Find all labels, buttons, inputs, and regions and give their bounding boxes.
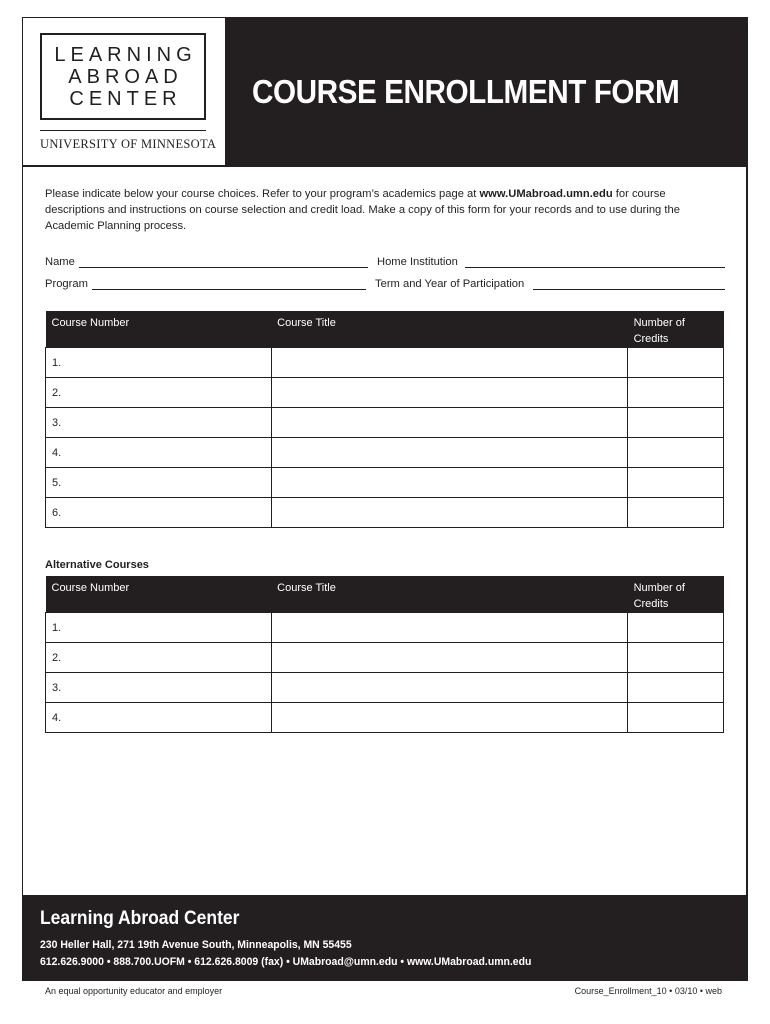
course-number-cell[interactable]: 4. bbox=[46, 438, 272, 468]
table-row bbox=[46, 703, 724, 733]
logo bbox=[23, 18, 225, 165]
footer-org-name: Learning Abroad Center bbox=[40, 908, 240, 929]
home-institution-label: Home Institution bbox=[377, 256, 458, 268]
course-table bbox=[45, 311, 724, 528]
footer-contact: 612.626.9000 • 888.700.UOFM • 612.626.8009 (fax) • UMabroad@umn.edu • www.UMabroad.umn.edu bbox=[40, 956, 532, 968]
col-course-number: Course Number bbox=[46, 311, 272, 348]
course-number-cell[interactable]: 5. bbox=[46, 468, 272, 498]
program-field[interactable] bbox=[92, 289, 366, 290]
course-title-cell[interactable] bbox=[271, 408, 627, 438]
intro-link[interactable]: www.UMabroad.umn.edu bbox=[479, 188, 613, 200]
table-row bbox=[46, 613, 724, 643]
term-year-label: Term and Year of Participation bbox=[375, 278, 525, 290]
col-course-number: Course Number bbox=[46, 576, 272, 613]
logo-divider bbox=[40, 130, 206, 131]
table-row bbox=[46, 378, 724, 408]
course-number-cell[interactable]: 4. bbox=[46, 703, 272, 733]
course-number-cell[interactable]: 1. bbox=[46, 348, 272, 378]
page-title: COURSE ENROLLMENT FORM bbox=[252, 73, 680, 110]
table-row bbox=[46, 643, 724, 673]
course-title-cell[interactable] bbox=[271, 468, 627, 498]
course-number-cell[interactable]: 2. bbox=[46, 643, 272, 673]
col-course-title: Course Title bbox=[271, 576, 627, 613]
table-row bbox=[46, 498, 724, 528]
alternative-course-table bbox=[45, 576, 724, 733]
credits-cell[interactable] bbox=[628, 378, 724, 408]
col-credits: Number of Credits bbox=[628, 576, 724, 613]
credits-cell[interactable] bbox=[628, 498, 724, 528]
table-row bbox=[46, 673, 724, 703]
credits-cell[interactable] bbox=[628, 438, 724, 468]
course-title-cell[interactable] bbox=[271, 613, 627, 643]
credits-cell[interactable] bbox=[628, 673, 724, 703]
credits-cell[interactable] bbox=[628, 643, 724, 673]
course-title-cell[interactable] bbox=[271, 378, 627, 408]
intro-text bbox=[45, 186, 725, 234]
course-title-cell[interactable] bbox=[271, 703, 627, 733]
name-label: Name bbox=[45, 256, 75, 268]
intro-after: for course descriptions and instructions on course selection and credit load. Make a copy of this form for your records and to use during the Academic Planning process. bbox=[45, 188, 680, 232]
table-row bbox=[46, 468, 724, 498]
course-number-cell[interactable]: 6. bbox=[46, 498, 272, 528]
logo-line-2: ABROAD bbox=[68, 65, 183, 88]
col-credits: Number of Credits bbox=[628, 311, 724, 348]
credits-cell[interactable] bbox=[628, 703, 724, 733]
table-row bbox=[46, 348, 724, 378]
form-body bbox=[23, 167, 746, 895]
table-row bbox=[46, 438, 724, 468]
name-field[interactable] bbox=[79, 267, 368, 268]
credits-cell[interactable] bbox=[628, 613, 724, 643]
home-institution-field[interactable] bbox=[465, 267, 725, 268]
course-number-cell[interactable]: 3. bbox=[46, 673, 272, 703]
credits-cell[interactable] bbox=[628, 408, 724, 438]
logo-line-1: LEARNING bbox=[54, 43, 197, 66]
credits-cell[interactable] bbox=[628, 348, 724, 378]
term-year-field[interactable] bbox=[533, 289, 725, 290]
program-label: Program bbox=[45, 278, 88, 290]
table-row bbox=[46, 408, 724, 438]
course-title-cell[interactable] bbox=[271, 673, 627, 703]
credits-cell[interactable] bbox=[628, 468, 724, 498]
alternative-courses-heading: Alternative Courses bbox=[45, 559, 149, 571]
course-number-cell[interactable]: 1. bbox=[46, 613, 272, 643]
intro-before: Please indicate below your course choices. Refer to your program’s academics page at bbox=[45, 188, 480, 200]
university-name: UNIVERSITY OF MINNESOTA bbox=[40, 137, 217, 151]
course-title-cell[interactable] bbox=[271, 438, 627, 468]
course-title-cell[interactable] bbox=[271, 643, 627, 673]
course-title-cell[interactable] bbox=[271, 498, 627, 528]
logo-wordmark bbox=[40, 33, 206, 120]
course-number-cell[interactable]: 3. bbox=[46, 408, 272, 438]
logo-line-3: CENTER bbox=[69, 87, 182, 110]
course-title-cell[interactable] bbox=[271, 348, 627, 378]
equal-opportunity-note: An equal opportunity educator and employer bbox=[45, 986, 223, 996]
footer-address: 230 Heller Hall, 271 19th Avenue South, Minneapolis, MN 55455 bbox=[40, 939, 352, 951]
form-code: Course_Enrollment_10 • 03/10 • web bbox=[574, 986, 722, 996]
course-number-cell[interactable]: 2. bbox=[46, 378, 272, 408]
col-course-title: Course Title bbox=[271, 311, 627, 348]
